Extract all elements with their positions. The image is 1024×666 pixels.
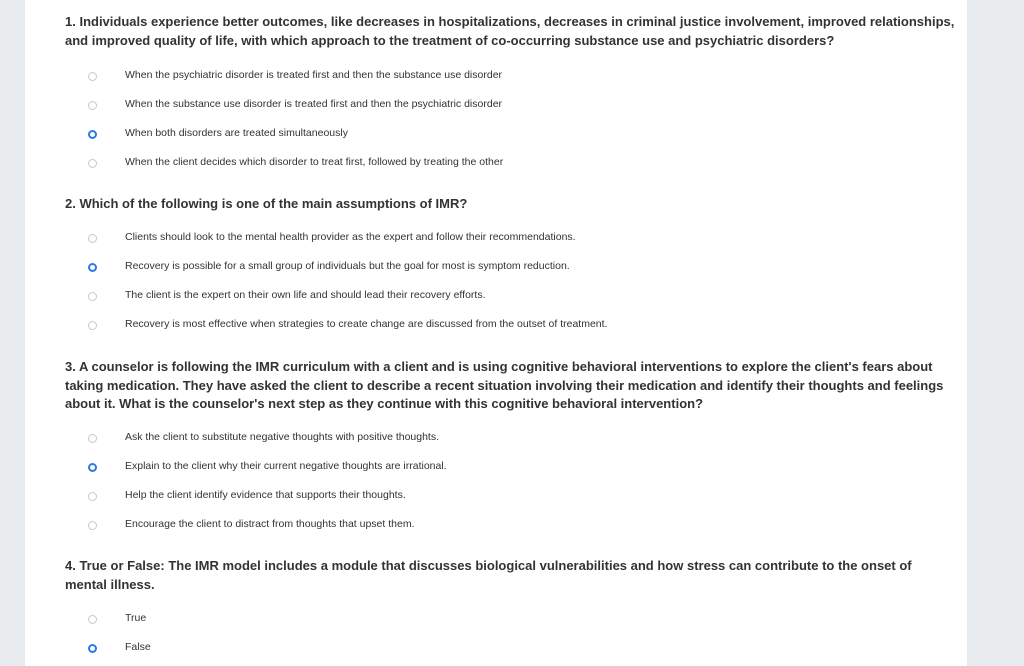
radio-button[interactable]	[88, 615, 97, 624]
radio-button[interactable]	[88, 292, 97, 301]
answer-option[interactable]	[65, 609, 957, 629]
question-text: 1. Individuals experience better outcomes, like decreases in hospitalizations, decreases in criminal justice involvement, improved relationships, and improved quality of life, with which approach to the treatment of co-occurring substance use and psychiatric disorders?	[65, 14, 955, 48]
answer-option[interactable]	[65, 515, 957, 535]
answer-label: Recovery is possible for a small group of individuals but the goal for most is symptom reduction.	[125, 260, 570, 272]
answer-option[interactable]	[65, 286, 957, 306]
answer-label: Encourage the client to distract from thoughts that upset them.	[125, 518, 415, 530]
answer-label: The client is the expert on their own life and should lead their recovery efforts.	[125, 289, 486, 301]
answer-label: Clients should look to the mental health provider as the expert and follow their recommendations.	[125, 231, 576, 243]
question-4	[65, 557, 957, 653]
radio-button[interactable]	[88, 434, 97, 443]
question-text: 4. True or False: The IMR model includes a module that discusses biological vulnerabilities and how stress can contribute to the onset of mental illness.	[65, 558, 912, 592]
answer-option[interactable]	[65, 486, 957, 506]
radio-button[interactable]	[88, 521, 97, 530]
radio-button[interactable]	[88, 101, 97, 110]
radio-button-selected[interactable]	[88, 644, 97, 653]
radio-button[interactable]	[88, 159, 97, 168]
answer-label: When the psychiatric disorder is treated first and then the substance use disorder	[125, 69, 503, 81]
radio-button-selected[interactable]	[88, 263, 97, 272]
answer-option[interactable]	[65, 315, 957, 335]
answer-label: False	[125, 641, 151, 653]
answer-label: Recovery is most effective when strategies to create change are discussed from the outset of treatment.	[125, 318, 608, 330]
answer-label: True	[125, 612, 147, 624]
answer-option[interactable]	[65, 153, 957, 173]
radio-button[interactable]	[88, 72, 97, 81]
answer-label: When the client decides which disorder to treat first, followed by treating the other	[125, 156, 504, 168]
answer-label: Ask the client to substitute negative thoughts with positive thoughts.	[125, 431, 440, 443]
radio-button-selected[interactable]	[88, 463, 97, 472]
radio-button[interactable]	[88, 321, 97, 330]
question-3	[65, 358, 957, 530]
question-2	[65, 195, 957, 330]
answer-option[interactable]	[65, 66, 957, 86]
answer-label: Help the client identify evidence that supports their thoughts.	[125, 489, 406, 501]
radio-button[interactable]	[88, 492, 97, 501]
answer-option[interactable]	[65, 228, 957, 248]
question-text: 2. Which of the following is one of the main assumptions of IMR?	[65, 196, 468, 211]
answer-option[interactable]	[65, 95, 957, 115]
answer-option[interactable]	[65, 457, 957, 477]
question-text: 3. A counselor is following the IMR curriculum with a client and is using cognitive behavioral interventions to explore the client's fears about taking medication. They have asked the client to describe a recent situation involving their medication and identify their thoughts and feelings about it. What is the counselor's next step as they continue with this cognitive behavioral intervention?	[65, 359, 944, 411]
quiz-page	[25, 0, 967, 666]
answer-label: When both disorders are treated simultaneously	[125, 127, 348, 139]
answer-option[interactable]	[65, 428, 957, 448]
answer-option[interactable]	[65, 124, 957, 144]
answer-option[interactable]	[65, 257, 957, 277]
question-1	[65, 13, 957, 168]
radio-button[interactable]	[88, 234, 97, 243]
answer-label: When the substance use disorder is treated first and then the psychiatric disorder	[125, 98, 503, 110]
answer-option[interactable]	[65, 638, 957, 658]
radio-button-selected[interactable]	[88, 130, 97, 139]
answer-label: Explain to the client why their current negative thoughts are irrational.	[125, 460, 447, 472]
